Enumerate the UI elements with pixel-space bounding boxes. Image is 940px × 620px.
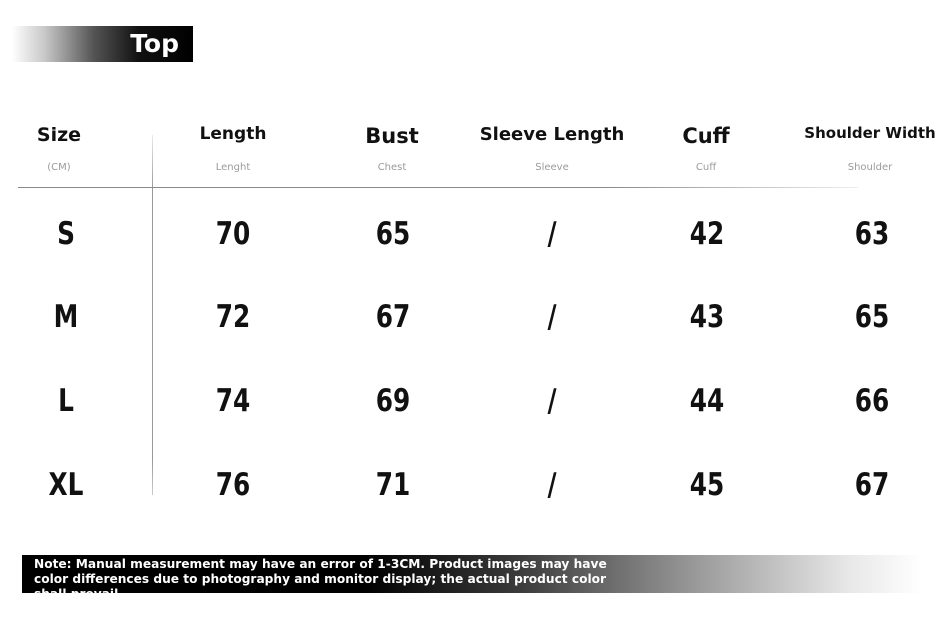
title-banner	[12, 26, 193, 62]
measurement-cell: 43	[689, 299, 725, 335]
column-header: Size	[36, 124, 82, 146]
column-divider	[152, 135, 153, 495]
header-divider	[18, 187, 858, 188]
size-cell: M	[53, 299, 79, 335]
measurement-cell: 67	[375, 299, 411, 335]
measurement-cell: 65	[375, 216, 411, 252]
column-header: Shoulder Width	[804, 124, 936, 142]
column-header: Length	[199, 124, 267, 144]
measurement-cell: 44	[689, 383, 725, 419]
column-subheader: Cuff	[695, 162, 717, 173]
measurement-cell: 76	[215, 467, 251, 503]
size-cell: L	[58, 383, 74, 419]
measurement-cell: /	[547, 467, 557, 503]
measurement-cell: 42	[689, 216, 725, 252]
measurement-cell: 45	[689, 467, 725, 503]
measurement-cell: 66	[854, 383, 890, 419]
size-cell: S	[57, 216, 75, 252]
measurement-cell: /	[547, 216, 557, 252]
column-subheader: Chest	[377, 162, 407, 173]
column-subheader: (CM)	[47, 162, 71, 173]
measurement-cell: 67	[854, 467, 890, 503]
measurement-cell: 69	[375, 383, 411, 419]
column-subheader: Sleeve	[535, 162, 569, 173]
column-subheader: Lenght	[215, 162, 251, 173]
column-header: Sleeve Length	[479, 124, 625, 145]
column-subheader: Shoulder	[847, 162, 893, 173]
note-bar	[22, 555, 922, 601]
measurement-cell: 72	[215, 299, 251, 335]
column-header: Cuff	[682, 124, 730, 148]
page-title: Top	[130, 29, 179, 58]
measurement-cell: 71	[375, 467, 411, 503]
measurement-note: Note: Manual measurement may have an error of 1-3CM. Product images may have color differences due to photography and monitor display; the actual product color shall prevail.	[34, 557, 607, 601]
column-header: Bust	[365, 124, 419, 148]
measurement-cell: /	[547, 299, 557, 335]
measurement-cell: 63	[854, 216, 890, 252]
measurement-cell: 74	[215, 383, 251, 419]
measurement-cell: 65	[854, 299, 890, 335]
measurement-cell: /	[547, 383, 557, 419]
size-cell: XL	[48, 467, 84, 503]
measurement-cell: 70	[215, 216, 251, 252]
